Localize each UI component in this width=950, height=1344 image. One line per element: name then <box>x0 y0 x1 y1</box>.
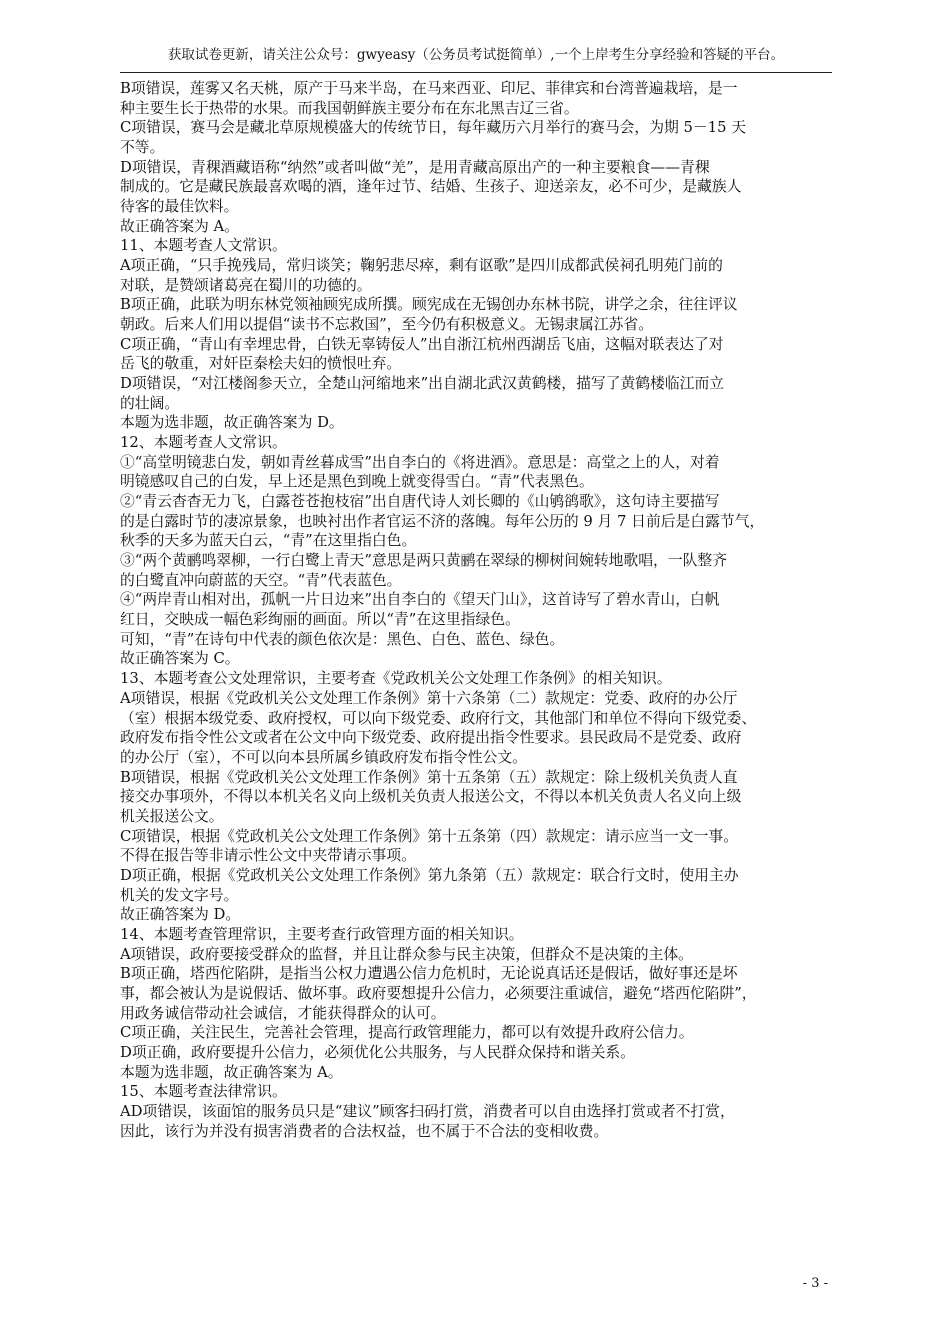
text-line: 不等。 <box>120 139 165 157</box>
text-line: 14、本题考查管理常识，主要考查行政管理方面的相关知识。 <box>120 925 524 943</box>
text-line: 13、本题考查公文处理常识，主要考查《党政机关公文处理工作条例》的相关知识。 <box>120 670 672 688</box>
text-line: 故正确答案为 A。 <box>120 217 239 235</box>
text-line: B项正确，此联为明东林党领袖顾宪成所撰。顾宪成在无锡创办东林书院，讲学之余，往往评议 <box>120 296 738 314</box>
header-divider <box>120 72 832 73</box>
text-line: 11、本题考查人文常识。 <box>120 237 287 255</box>
text-line: 机关报送公文。 <box>120 807 224 825</box>
text-line: D项错误，“对江楼阁参天立，全楚山河缩地来”出自湖北武汉黄鹤楼，描写了黄鹤楼临江而立 <box>120 375 725 393</box>
text-line: A项错误，根据《党政机关公文处理工作条例》第十六条第（二）款规定：党委、政府的办公厅 <box>120 689 738 707</box>
text-line: C项正确，“青山有幸埋忠骨，白铁无辜铸佞人”出自浙江杭州西湖岳飞庙，这幅对联表达了对 <box>120 335 724 353</box>
text-line: 红日，交映成一幅色彩绚丽的画面。所以“青”在这里指绿色。 <box>120 611 520 629</box>
text-line: 事，都会被认为是说假话、做坏事。政府要想提升公信力，必须要注重诚信，避免“塔西佗陷阱”， <box>120 984 757 1002</box>
text-line: 可知，“青”在诗句中代表的颜色依次是：黑色、白色、蓝色、绿色。 <box>120 630 565 648</box>
text-line: C项错误，赛马会是藏北草原规模盛大的传统节日，每年藏历六月举行的赛马会，为期 5－15 天 <box>120 119 747 137</box>
text-line: 故正确答案为 C。 <box>120 650 240 668</box>
text-line: 接交办事项外，不得以本机关名义向上级机关负责人报送公文，不得以本机关负责人名义向上级 <box>120 788 742 806</box>
text-line: D项错误，青稞酒藏语称“纳然”或者叫做“羌”，是用青藏高原出产的一种主要粮食——青稞 <box>120 158 710 176</box>
text-line: 机关的发文字号。 <box>120 886 239 904</box>
text-line: 明镜感叹自己的白发，早上还是黑色到晚上就变得雪白。“青”代表黑色。 <box>120 473 594 491</box>
document-body <box>120 79 825 1141</box>
text-line: ③“两个黄鹂鸣翠柳，一行白鹭上青天”意思是两只黄鹂在翠绿的柳树间婉转地歌唱，一队整齐 <box>120 552 728 570</box>
text-line: 对联，是赞颂诸葛亮在蜀川的功德的。 <box>120 276 372 294</box>
text-line: 的壮阔。 <box>120 394 180 412</box>
header-notice: 获取试卷更新，请关注公众号：gwyeasy（公务员考试挺简单）,一个上岸考生分享经验和答疑的平台。 <box>167 47 785 63</box>
text-line: 15、本题考查法律常识。 <box>120 1083 287 1101</box>
text-line: 用政务诚信带动社会诚信，才能获得群众的认可。 <box>120 1004 446 1022</box>
text-line: D项正确，政府要提升公信力，必须优化公共服务，与人民群众保持和谐关系。 <box>120 1043 635 1061</box>
text-line: 的是白露时节的凄凉景象，也映衬出作者官运不济的落魄。每年公历的 9 月 7 日前后是白露节气， <box>120 512 765 530</box>
text-line: 种主要生长于热带的水果。而我国朝鲜族主要分布在东北黑吉辽三省。 <box>120 99 579 117</box>
text-line: 的白鹭直冲向蔚蓝的天空。“青”代表蓝色。 <box>120 571 402 589</box>
text-line: A项错误，政府要接受群众的监督，并且让群众参与民主决策，但群众不是决策的主体。 <box>120 945 693 963</box>
text-line: 12、本题考查人文常识。 <box>120 434 287 452</box>
text-line: C项错误，根据《党政机关公文处理工作条例》第十五条第（四）款规定：请示应当一文一事。 <box>120 827 738 845</box>
text-line: 制成的。它是藏民族最喜欢喝的酒，逢年过节、结婚、生孩子、迎送亲友，必不可少，是藏族人 <box>120 178 742 196</box>
text-line: 岳飞的敬重，对奸臣秦桧夫妇的愤恨吐弃。 <box>120 355 402 373</box>
text-line: AD项错误，该面馆的服务员只是“建议”顾客扫码打赏，消费者可以自由选择打赏或者不打赏， <box>120 1102 735 1120</box>
text-line: （室）根据本级党委、政府授权，可以向下级党委、政府行文，其他部门和单位不得向下级党委、 <box>120 709 757 727</box>
text-line: B项正确，塔西佗陷阱，是指当公权力遭遇公信力危机时，无论说真话还是假话，做好事还是坏 <box>120 965 738 983</box>
text-line: ①“高堂明镜悲白发，朝如青丝暮成雪”出自李白的《将进酒》。意思是：高堂之上的人，对着 <box>120 453 720 471</box>
text-line: 本题为选非题，故正确答案为 A。 <box>120 1063 343 1081</box>
text-line: A项正确，“只手挽残局，常归谈笑；鞠躬悲尽瘁，剩有讴歌”是四川成都武侯祠孔明苑门前的 <box>120 257 723 275</box>
text-line: 故正确答案为 D。 <box>120 906 241 924</box>
text-line: ④“两岸青山相对出，孤帆一片日边来”出自李白的《望天门山》，这首诗写了碧水青山，白帆 <box>120 591 720 609</box>
text-line: 政府发布指令性公文或者在公文中向下级党委、政府提出指令性要求。县民政局不是党委、政府 <box>120 729 742 747</box>
text-line: D项正确，根据《党政机关公文处理工作条例》第九条第（五）款规定：联合行文时，使用主办 <box>120 866 739 884</box>
text-line: 朝政。后来人们用以提倡“读书不忘救国”，至今仍有积极意义。无锡隶属江苏省。 <box>120 316 654 334</box>
text-line: 本题为选非题，故正确答案为 D。 <box>120 414 344 432</box>
text-line: B项错误，根据《党政机关公文处理工作条例》第十五条第（五）款规定：除上级机关负责人直 <box>120 768 738 786</box>
text-line: B项错误，莲雾又名天桃，原产于马来半岛，在马来西亚、印尼、菲律宾和台湾普遍栽培，是一 <box>120 80 738 97</box>
text-line: 秋季的天多为蓝天白云，“青”在这里指白色。 <box>120 532 417 550</box>
text-line: 的办公厅（室），不可以向本县所属乡镇政府发布指令性公文。 <box>120 748 527 766</box>
text-line: ②“青云杳杳无力飞，白露苍苍抱枝宿”出自唐代诗人刘长卿的《山鸲鹆歌》，这句诗主要描写 <box>120 493 720 511</box>
text-line: 不得在报告等非请示性公文中夹带请示事项。 <box>120 847 416 865</box>
text-line: 待客的最佳饮料。 <box>120 198 239 216</box>
page-number: - 3 - <box>802 1276 828 1291</box>
text-line: 因此，该行为并没有损害消费者的合法权益，也不属于不合法的变相收费。 <box>120 1122 609 1140</box>
text-line: C项正确，关注民生，完善社会管理，提高行政管理能力，都可以有效提升政府公信力。 <box>120 1024 694 1042</box>
